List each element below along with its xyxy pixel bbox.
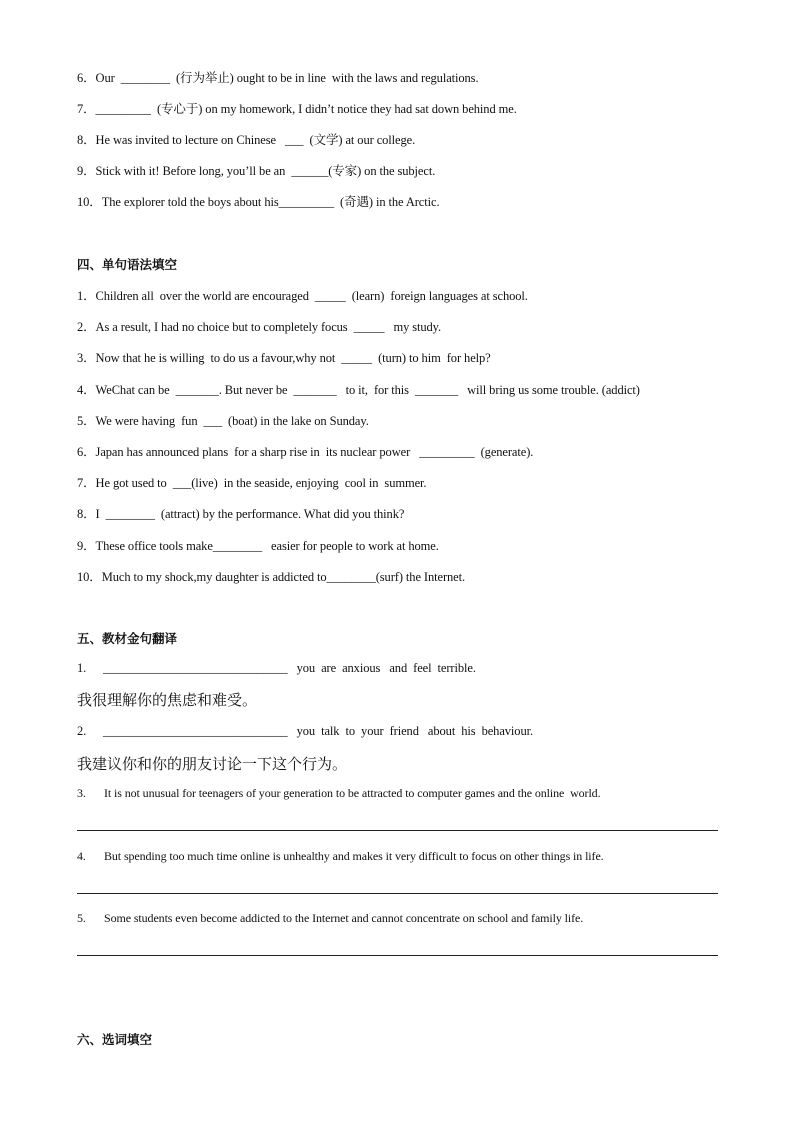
section-heading-translation: 五、教材金句翻译 xyxy=(77,631,178,646)
exercise-item-3-9: 9．Stick with it! Before long, you’ll be an ______(专家) on the subject. xyxy=(77,164,436,178)
grammar-item-10: 10．Much to my shock,my daughter is addicted to________(surf) the Internet. xyxy=(77,570,466,584)
exercise-item-3-10: 10．The explorer told the boys about his_________ (奇遇) in the Arctic. xyxy=(77,195,440,209)
section-heading-grammar: 四、单句语法填空 xyxy=(77,257,178,272)
grammar-item-4: 4．WeChat can be _______. But never be _______ to it, for this _______ will bring us some trouble. (addict) xyxy=(77,383,640,397)
translation-item-5-text: Some students even become addicted to the Internet and cannot concentrate on school and family life. xyxy=(104,911,584,925)
answer-line-5[interactable] xyxy=(77,955,718,956)
grammar-item-9: 9．These office tools make________ easier for people to work at home. xyxy=(77,539,439,553)
translation-item-4-text: But spending too much time online is unhealthy and makes it very difficult to focus on other things in life. xyxy=(104,849,604,863)
translation-item-2-english: ______________________________ you talk to your friend about his behaviour. xyxy=(103,724,534,738)
grammar-item-3: 3．Now that he is willing to do us a favour,why not _____ (turn) to him for help? xyxy=(77,351,491,365)
answer-line-3[interactable] xyxy=(77,830,718,831)
exercise-item-3-8: 8．He was invited to lecture on Chinese ___ (文学) at our college. xyxy=(77,133,416,147)
translation-item-2-chinese: 我建议你和你的朋友讨论一下这个行为。 xyxy=(77,755,348,773)
exercise-item-3-7: 7．_________ (专心于) on my homework, I didn’t notice they had sat down behind me. xyxy=(77,102,517,116)
section-heading-word-choice: 六、选词填空 xyxy=(77,1032,153,1047)
grammar-item-5: 5．We were having fun ___ (boat) in the lake on Sunday. xyxy=(77,414,369,428)
translation-item-1-english: ______________________________ you are anxious and feel terrible. xyxy=(103,661,476,675)
translation-item-5-number: 5. xyxy=(77,911,86,925)
exercise-item-3-6: 6．Our ________ (行为举止) ought to be in line with the laws and regulations. xyxy=(77,71,479,85)
grammar-item-8: 8．I ________ (attract) by the performance. What did you think? xyxy=(77,507,405,521)
grammar-item-1: 1．Children all over the world are encouraged _____ (learn) foreign languages at school. xyxy=(77,289,528,303)
translation-item-3-text: It is not unusual for teenagers of your generation to be attracted to computer games and the online world. xyxy=(104,786,601,800)
translation-item-4-number: 4. xyxy=(77,849,86,863)
translation-item-1-number: 1. xyxy=(77,661,87,675)
translation-item-2-number: 2. xyxy=(77,724,87,738)
grammar-item-7: 7．He got used to ___(live) in the seaside, enjoying cool in summer. xyxy=(77,476,427,490)
translation-item-3-number: 3. xyxy=(77,786,86,800)
grammar-item-6: 6．Japan has announced plans for a sharp rise in its nuclear power _________ (generate). xyxy=(77,445,534,459)
answer-line-4[interactable] xyxy=(77,893,718,894)
translation-item-1-chinese: 我很理解你的焦虑和难受。 xyxy=(77,691,258,709)
grammar-item-2: 2．As a result, I had no choice but to completely focus _____ my study. xyxy=(77,320,442,334)
